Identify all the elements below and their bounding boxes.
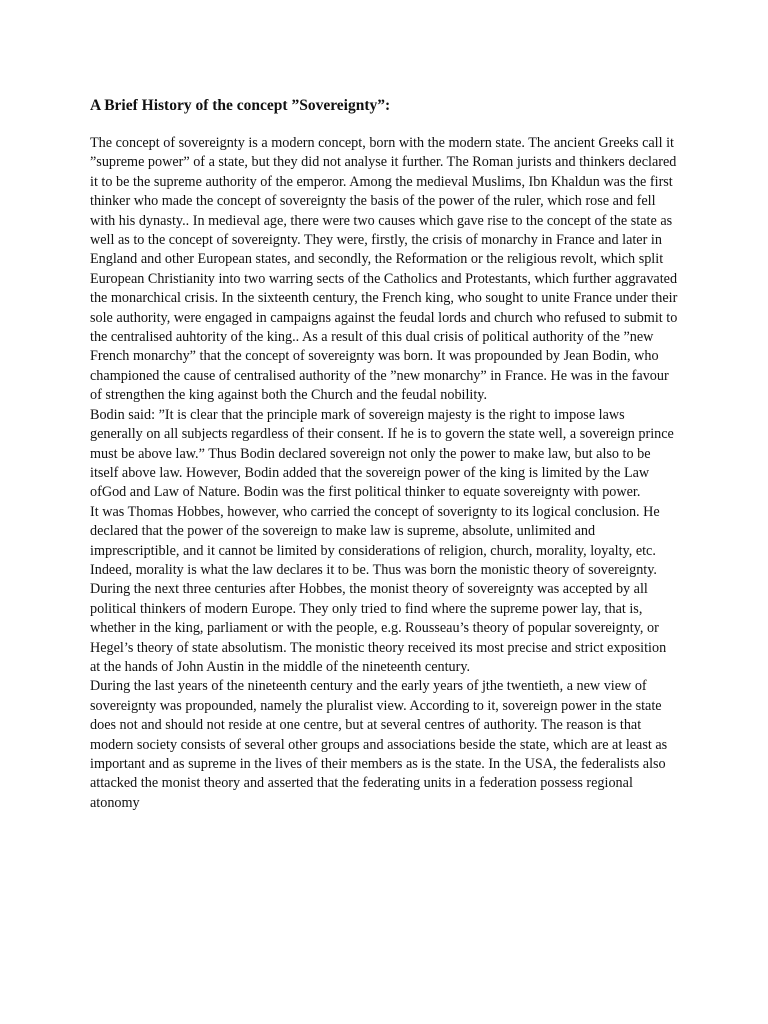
paragraph-hobbes: It was Thomas Hobbes, however, who carried the concept of soverignty to its logical conclusion. He declared that the power of the sovereign to make law is supreme, absolute, unlimited and imprescriptible, and it cannot be limited by considerations of religion, church, morality, loyalty, etc. Indeed, morality is what the law declares it to be. Thus was born the monistic theory of sovereignty. [90,503,660,578]
paragraph-pluralist-view: During the last years of the nineteenth century and the early years of jthe twentieth, a new view of sovereignty was propounded, namely the pluralist view. According to it, sovereign power in the state does not and should not reside at one centre, but at several centres of authority. The reason is that modern society consists of several other groups and associations beside the state, which are at least as important and as supreme in the lives of their members as is the state. In the USA, the federalists also attacked the monist theory and asserted that the federating units in a federation possess regional atonomy [90,678,668,811]
paragraph-bodin: Bodin said: ”It is clear that the principle mark of sovereign majesty is the right to impose laws generally on all subjects regardless of their consent. If he is to govern the state well, a sovereign prince must be above law.” Thus Bodin declared sovereign not only the power to make law, but also to be itself above law. However, Bodin added that the sovereign power of the king is limited by the Law ofGod and Law of Nature. Bodin was the first political thinker to equate sovereignty with power. [90,406,674,501]
paragraph-origins: The concept of sovereignty is a modern concept, born with the modern state. The ancient Greeks call it ”supreme power” of a state, but they did not analyse it further. The Roman jurists and thinkers declared it to be the supreme authority of the emperor. Among the medieval Muslims, Ibn Khaldun was the first thinker who made the concept of sovereignty the basis of the power of the ruler, which rose and fell with his dynasty.. In medieval age, there were two causes which gave rise to the concept of the state as well as to the concept of sovereignty. They were, firstly, the crisis of monarchy in France and later in England and other European states, and secondly, the Reformation or the religious revolt, which split European Christianity into two warring sects of the Catholics and Protestants, which further aggravated the monarchical crisis. In the sixteenth century, the French king, who sought to unite France under their sole authority, were engaged in campaigns against the feudal lords and church who refused to submit to the centralised auhtority of the king.. As a result of this dual crisis of political authority of the ”new French monarchy” that the concept of sovereignty was born. It was propounded by Jean Bodin, who championed the cause of centralised authority of the ”new monarchy” in France. He was in the favour of strengthen the king against both the Church and the feudal nobility. [90,135,678,404]
document-title: A Brief History of the concept ”Sovereignty”: [90,97,391,114]
document-body [90,96,678,813]
paragraph-monist-theory: During the next three centuries after Hobbes, the monist theory of sovereignty was accepted by all political thinkers of modern Europe. They only tried to find where the supreme power lay, that is, whether in the king, parliament or with the people, e.g. Rousseau’s theory of popular sovereignty, or Hegel’s theory of state absolutism. The monistic theory received its most precise and strict exposition at the hands of John Austin in the middle of the nineteenth century. [90,581,667,675]
